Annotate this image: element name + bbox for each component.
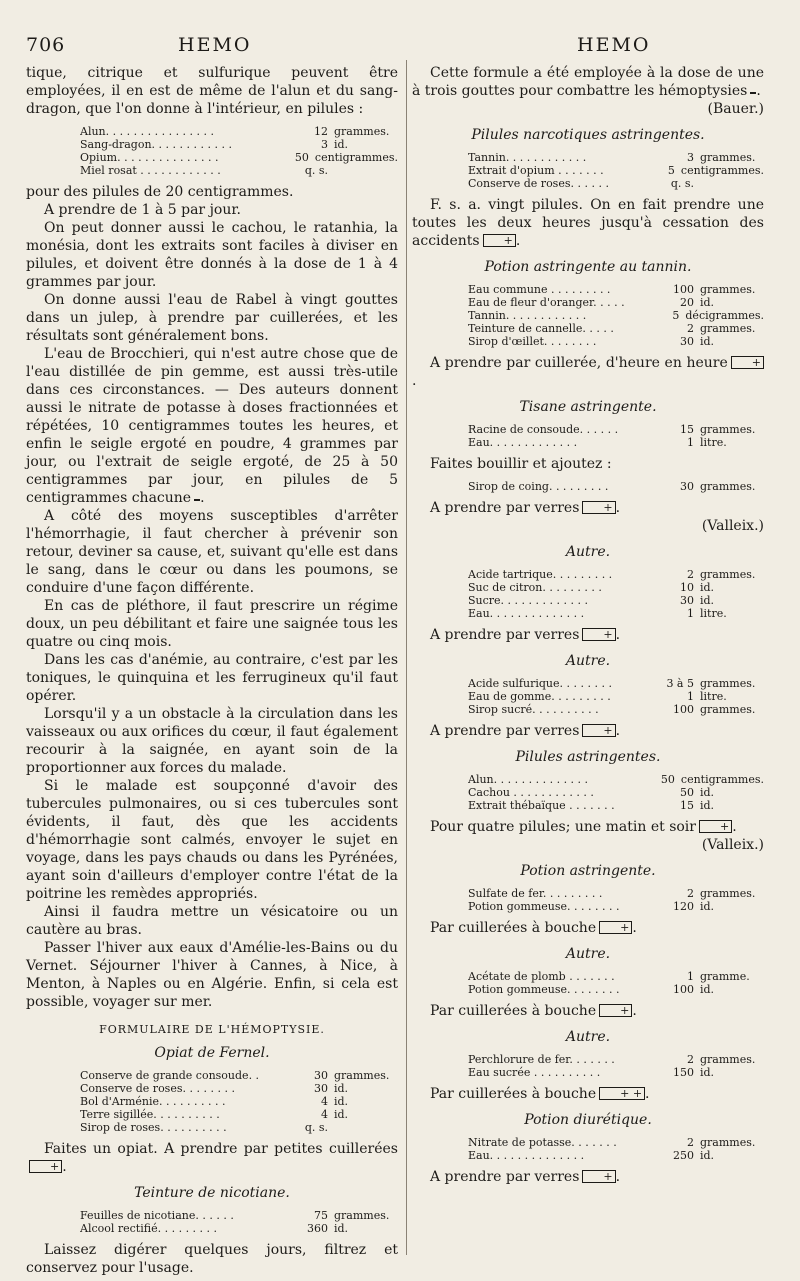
paragraph: A prendre par cuillerée, d'heure en heure +. [412, 354, 764, 390]
ingredient-quantity: 120 [673, 900, 694, 913]
ingredient-name: Potion gommeuse. . . . . . . . [468, 900, 620, 913]
ingredient-quantity: 3 [321, 138, 328, 151]
ingredient-name: Sulfate de fer. . . . . . . . . [468, 887, 603, 900]
paragraph: A prendre par verres + . [430, 723, 621, 739]
ingredient-unit: id. [700, 1066, 715, 1079]
ingredient-unit: grammes. [700, 283, 756, 296]
recipe-row [412, 322, 764, 335]
recipe-row [412, 480, 764, 493]
ingredient-name: Potion gommeuse. . . . . . . . [468, 983, 620, 996]
recipe-row [412, 309, 764, 322]
recipe-title: Potion astringente. [520, 863, 656, 879]
paragraph-text: Faites un opiat. A prendre par petites cuillerées [44, 1141, 398, 1157]
recipe-title: Autre. [565, 946, 611, 962]
ingredient-unit: id. [700, 799, 715, 812]
ingredient-name: Conserve de roses. . . . . . [468, 177, 609, 190]
running-head-left: HEMO [178, 34, 252, 56]
ingredient-unit: litre. [700, 607, 727, 620]
ingredient-unit: grammes. [334, 1069, 390, 1082]
paragraph: L'eau de Brocchieri, qui n'est autre chose que de l'eau distillée de pin gemme, est aussi très-utile dans ces circonstances. — Des auteurs donnent aussi le nitrate de potasse à doses fractionnées et répétées, 10 centigrammes toutes les heures, et enfin le seigle ergoté en poudre, 4 grammes par jour, ou l'extrait de seigle ergoté, de 25 à 50 centigrammes par jour, en pilules de 5 centigrammes chacune . [26, 346, 398, 506]
right-column [412, 64, 764, 1186]
paragraph-text: Par cuillerées à bouche [430, 1003, 597, 1019]
recipe-row [412, 164, 764, 177]
recipe-row [26, 1108, 398, 1121]
paragraph: On donne aussi l'eau de Rabel à vingt gouttes dans un julep, à prendre par cuillerées, et les résultats sont généralement bons. [26, 292, 398, 344]
double-plus-box-symbol: + + [599, 1087, 645, 1100]
ingredient-quantity: q. s. [304, 164, 328, 177]
ingredient-name: Acétate de plomb . . . . . . . [468, 970, 615, 983]
ingredient-name: Sirop sucré. . . . . . . . . . [468, 703, 599, 716]
ingredient-name: Cachou . . . . . . . . . . . . [468, 786, 594, 799]
paragraph-text: A prendre par verres [430, 500, 580, 516]
paragraph: En cas de pléthore, il faut prescrire un régime doux, un peu débilitant et faire une saignée tous les quatre ou cinq mois. [26, 598, 398, 650]
plus-box-symbol: + [599, 921, 632, 934]
recipe-row [412, 773, 764, 786]
ingredient-unit: grammes. [700, 887, 756, 900]
ingredient-name: Nitrate de potasse. . . . . . . [468, 1136, 617, 1149]
paragraph: Dans les cas d'anémie, au contraire, c'est par les toniques, le quinquina et les ferrugineux qu'il faut opérer. [26, 652, 398, 704]
ingredient-unit [700, 177, 764, 190]
paragraph-text: Cette formule a été employée à la dose de une à trois gouttes pour combattre les hémoptysies [412, 65, 764, 99]
ingredient-unit: id. [700, 786, 715, 799]
recipe-row [26, 1069, 398, 1082]
plus-box-symbol: + [582, 501, 615, 514]
recipe [26, 1209, 398, 1235]
ingredient-quantity: 2 [687, 1053, 694, 1066]
ingredient-quantity: 15 [680, 799, 694, 812]
ingredient-name: Eau de gomme. . . . . . . . . [468, 690, 611, 703]
plus-box-symbol: + [699, 820, 732, 833]
paragraph: On peut donner aussi le cachou, le ratanhia, la monésia, dont les extraits sont faciles à diviser en pilules, et doivent être donnés à la dose de 1 à 4 grammes par jour. [26, 220, 398, 290]
ingredient-unit: id. [334, 1108, 349, 1121]
recipe [412, 480, 764, 493]
recipe [412, 773, 764, 812]
ingredient-quantity: 10 [680, 581, 694, 594]
ingredient-name: Bol d'Arménie. . . . . . . . . . [80, 1095, 226, 1108]
ingredient-quantity: 75 [314, 1209, 328, 1222]
recipe [412, 568, 764, 620]
recipe [412, 1136, 764, 1162]
ingredient-name: Eau. . . . . . . . . . . . . . [468, 1149, 585, 1162]
ingredient-name: Conserve de roses. . . . . . . . [80, 1082, 235, 1095]
ingredient-quantity: 30 [680, 335, 694, 348]
ingredient-quantity: 1 [687, 970, 694, 983]
recipe-row [412, 335, 764, 348]
paragraph: Si le malade est soupçonné d'avoir des tubercules pulmonaires, ou si ces tubercules sont évidents, il faut, dès que les accidents d'hémorrhagie sont calmés, envoyer le sujet en voyage, dans les pays chauds ou dans les Pyrénées, ayant soin d'ailleurs d'employer contre l'état de la poitrine les remèdes appropriés. [26, 778, 398, 902]
recipe-row [26, 1121, 398, 1134]
ingredient-quantity: 1 [687, 690, 694, 703]
recipe [412, 970, 764, 996]
ingredient-quantity: 30 [314, 1069, 328, 1082]
ingredient-unit: id. [700, 581, 715, 594]
paragraph-text: A prendre par cuillerée, d'heure en heure [430, 355, 728, 371]
recipe-row [412, 983, 764, 996]
ingredient-unit [334, 164, 398, 177]
paragraph: Pour quatre pilules; une matin et soir + . [430, 819, 737, 835]
paragraph: A prendre par verres + . [430, 627, 621, 643]
recipe-row [412, 799, 764, 812]
paragraph-text: F. s. a. vingt pilules. On en fait prendre une toutes les deux heures jusqu'à cessation des accidents [412, 197, 764, 249]
paragraph: Par cuillerées à bouche + + . [430, 1086, 650, 1102]
ingredient-unit: grammes. [700, 423, 756, 436]
ingredient-unit: id. [700, 900, 715, 913]
ingredient-quantity: 250 [673, 1149, 694, 1162]
recipe-row [26, 1209, 398, 1222]
recipe-row [412, 887, 764, 900]
ingredient-name: Tannin. . . . . . . . . . . . [468, 309, 587, 322]
recipe-row [412, 1053, 764, 1066]
ingredient-quantity: 15 [680, 423, 694, 436]
recipe-row [26, 1095, 398, 1108]
recipe-row [412, 151, 764, 164]
ingredient-name: Acide tartrique. . . . . . . . . [468, 568, 613, 581]
paragraph-text: Pour quatre pilules; une matin et soir [430, 819, 696, 835]
paragraph: Par cuillerées à bouche + . [430, 1003, 637, 1019]
plus-box-symbol: + [483, 234, 516, 247]
recipe-title: Potion astringente au tannin. [484, 259, 692, 275]
ingredient-quantity: 2 [687, 1136, 694, 1149]
ingredient-unit: grammes. [700, 322, 756, 335]
paragraph-text: Par cuillerées à bouche [430, 1086, 597, 1102]
ingredient-name: Feuilles de nicotiane. . . . . . [80, 1209, 234, 1222]
paragraph: Passer l'hiver aux eaux d'Amélie-les-Bains ou du Vernet. Séjourner l'hiver à Cannes, à Nice, à Menton, à Naples ou en Algérie. Enfin, si cela est possible, voyager sur mer. [26, 940, 398, 1010]
recipe-row [26, 164, 398, 177]
ingredient-quantity: 1 [687, 436, 694, 449]
paragraph: Par cuillerées à bouche + . [430, 920, 637, 936]
recipe [412, 1053, 764, 1079]
paragraph: A prendre par verres + . [430, 500, 621, 516]
recipe-title: Pilules narcotiques astringentes. [471, 127, 705, 143]
ingredient-name: Sirop de roses. . . . . . . . . . [80, 1121, 227, 1134]
ingredient-name: Alcool rectifié. . . . . . . . . [80, 1222, 218, 1235]
recipe [26, 1069, 398, 1134]
paragraph-text: Par cuillerées à bouche [430, 920, 597, 936]
ingredient-quantity: 4 [321, 1108, 328, 1121]
ingredient-name: Extrait thébaïque . . . . . . . [468, 799, 615, 812]
recipe-row [412, 177, 764, 190]
ingredient-name: Eau. . . . . . . . . . . . . . [468, 607, 585, 620]
paragraph: Cette formule a été employée à la dose de une à trois gouttes pour combattre les hémoptysies . [412, 65, 764, 99]
ingredient-name: Eau commune . . . . . . . . . [468, 283, 611, 296]
ingredient-unit [334, 1121, 398, 1134]
recipe-row [26, 1222, 398, 1235]
ingredient-quantity: q. s. [304, 1121, 328, 1134]
ingredient-quantity: 100 [673, 983, 694, 996]
ingredient-name: Sang-dragon. . . . . . . . . . . . [80, 138, 232, 151]
ingredient-unit: id. [700, 335, 715, 348]
ingredient-name: Miel rosat . . . . . . . . . . . . [80, 164, 221, 177]
ingredient-name: Teinture de cannelle. . . . . [468, 322, 614, 335]
recipe-row [412, 581, 764, 594]
plus-box-symbol: + [731, 356, 764, 369]
ingredient-name: Extrait d'opium . . . . . . . [468, 164, 604, 177]
ingredient-quantity: 12 [314, 125, 328, 138]
ingredient-unit: grammes. [700, 480, 756, 493]
ingredient-name: Alun. . . . . . . . . . . . . . . . [80, 125, 215, 138]
empty-box-symbol [750, 92, 756, 94]
ingredient-name: Terre sigillée. . . . . . . . . . [80, 1108, 220, 1121]
plus-box-symbol: + [582, 724, 615, 737]
ingredient-unit: grammes. [700, 151, 756, 164]
recipe-row [412, 568, 764, 581]
ingredient-unit: litre. [700, 436, 727, 449]
ingredient-unit: id. [334, 1222, 349, 1235]
recipe-title: Potion diurétique. [524, 1112, 652, 1128]
ingredient-quantity: 50 [680, 786, 694, 799]
recipe-title: Opiat de Fernel. [154, 1045, 270, 1061]
recipe-row [26, 138, 398, 151]
recipe-title: Teinture de nicotiane. [134, 1185, 290, 1201]
recipe-row [26, 1082, 398, 1095]
ingredient-quantity: 2 [687, 322, 694, 335]
ingredient-unit: gramme. [700, 970, 750, 983]
ingredient-quantity: 3 [687, 151, 694, 164]
ingredient-quantity: 30 [314, 1082, 328, 1095]
paragraph: A prendre de 1 à 5 par jour. [44, 202, 241, 218]
ingredient-quantity: 100 [673, 283, 694, 296]
paragraph: Faites bouillir et ajoutez : [430, 456, 612, 472]
ingredient-unit: grammes. [700, 568, 756, 581]
recipe-row [412, 970, 764, 983]
ingredient-unit: id. [334, 138, 349, 151]
recipe-row [26, 125, 398, 138]
paragraph: tique, citrique et sulfurique peuvent être employées, il en est de même de l'alun et du sang-dragon, que l'on donne à l'intérieur, en pilules : [26, 65, 398, 117]
ingredient-name: Eau de fleur d'oranger. . . . . [468, 296, 625, 309]
ingredient-quantity: 2 [687, 568, 694, 581]
plus-box-symbol: + [582, 628, 615, 641]
ingredient-quantity: 150 [673, 1066, 694, 1079]
ingredient-unit: grammes. [700, 1136, 756, 1149]
ingredient-name: Tannin. . . . . . . . . . . . [468, 151, 587, 164]
section-heading: FORMULAIRE DE L'HÉMOPTYSIE. [99, 1023, 325, 1036]
recipe [412, 283, 764, 348]
page-number: 706 [26, 34, 66, 56]
recipe-row [412, 1066, 764, 1079]
paragraph: A prendre par verres + . [430, 1169, 621, 1185]
attribution: (Valleix.) [701, 837, 764, 853]
recipe-row [412, 436, 764, 449]
recipe-row [412, 423, 764, 436]
ingredient-name: Conserve de grande consoude. . [80, 1069, 260, 1082]
ingredient-quantity: 2 [687, 887, 694, 900]
ingredient-quantity: 360 [307, 1222, 328, 1235]
paragraph: Ainsi il faudra mettre un vésicatoire ou un cautère au bras. [26, 904, 398, 938]
paragraph-text: A prendre par verres [430, 1169, 580, 1185]
attribution: (Bauer.) [707, 101, 764, 117]
recipe-row [412, 594, 764, 607]
paragraph-text: A prendre par verres [430, 723, 580, 739]
ingredient-name: Suc de citron. . . . . . . . . [468, 581, 602, 594]
ingredient-unit: centigrammes. [314, 151, 398, 164]
ingredient-quantity: 1 [687, 607, 694, 620]
recipe-title: Pilules astringentes. [515, 749, 661, 765]
plus-box-symbol: + [599, 1004, 632, 1017]
running-head-right: HEMO [577, 34, 651, 56]
ingredient-unit: grammes. [700, 1053, 756, 1066]
ingredient-unit: id. [700, 1149, 715, 1162]
ingredient-unit: grammes. [700, 677, 756, 690]
recipe [412, 151, 764, 190]
plus-box-symbol: + [582, 1170, 615, 1183]
ingredient-name: Opium. . . . . . . . . . . . . . . [80, 151, 219, 164]
left-column [26, 64, 398, 1277]
ingredient-quantity: 3 à 5 [666, 677, 694, 690]
recipe-row [412, 283, 764, 296]
ingredient-unit: grammes. [334, 1209, 390, 1222]
recipe [412, 887, 764, 913]
ingredient-quantity: 50 [294, 151, 309, 164]
ingredient-name: Alun. . . . . . . . . . . . . . [468, 773, 589, 786]
ingredient-unit: décigrammes. [685, 309, 764, 322]
paragraph: pour des pilules de 20 centigrammes. [26, 184, 294, 200]
ingredient-name: Sirop d'œillet. . . . . . . . [468, 335, 597, 348]
ingredient-unit: id. [334, 1095, 349, 1108]
paragraph-text: A prendre par verres [430, 627, 580, 643]
ingredient-quantity: 50 [660, 773, 675, 786]
ingredient-name: Eau sucrée . . . . . . . . . . [468, 1066, 601, 1079]
recipe-title: Autre. [565, 653, 611, 669]
paragraph: Lorsqu'il y a un obstacle à la circulation dans les vaisseaux ou aux orifices du cœur, il faut également recourir à la saignée, en ayant soin de la proportionner aux forces du malade. [26, 706, 398, 776]
recipe-row [412, 1149, 764, 1162]
recipe [412, 423, 764, 449]
ingredient-quantity: 20 [680, 296, 694, 309]
recipe-title: Tisane astringente. [519, 399, 657, 415]
recipe-title: Autre. [565, 544, 611, 560]
recipe-row [412, 1136, 764, 1149]
recipe-title: Autre. [565, 1029, 611, 1045]
recipe [412, 677, 764, 716]
ingredient-unit: grammes. [334, 125, 390, 138]
plus-box-symbol: + [29, 1160, 62, 1173]
ingredient-unit: centigrammes. [680, 773, 764, 786]
ingredient-quantity: 5 [672, 309, 680, 322]
ingredient-name: Sirop de coing. . . . . . . . . [468, 480, 609, 493]
ingredient-quantity: 4 [321, 1095, 328, 1108]
ingredient-unit: grammes. [700, 703, 756, 716]
paragraph: Faites un opiat. A prendre par petites cuillerées+ . [26, 1140, 398, 1176]
recipe-row [412, 690, 764, 703]
ingredient-name: Racine de consoude. . . . . . [468, 423, 619, 436]
ingredient-unit: id. [700, 296, 715, 309]
paragraph: F. s. a. vingt pilules. On en fait prendre une toutes les deux heures jusqu'à cessation des accidents + . [412, 197, 764, 249]
ingredient-quantity: q. s. [670, 177, 694, 190]
paragraph-text: L'eau de Brocchieri, qui n'est autre chose que de l'eau distillée de pin gemme, est aussi très-utile dans ces circonstances. — Des auteurs donnent aussi le nitrate de potasse à doses fractionnées et répétées, 10 centigrammes toutes les heures, et enfin le seigle ergoté en poudre, 4 grammes par jour, ou l'extrait de seigle ergoté, de 25 à 50 centigrammes par jour, en pilules de 5 centigrammes chacune [26, 346, 398, 506]
ingredient-name: Perchlorure de fer. . . . . . . [468, 1053, 615, 1066]
ingredient-unit: id. [700, 594, 715, 607]
paragraph: A côté des moyens susceptibles d'arrêter l'hémorrhagie, il faut chercher à prévenir son retour, deviner sa cause, et, suivant qu'elle est dans le sang, dans le cœur ou dans les poumons, se conduire d'une façon différente. [26, 508, 398, 596]
ingredient-quantity: 30 [680, 480, 694, 493]
ingredient-quantity: 100 [673, 703, 694, 716]
ingredient-unit: id. [700, 983, 715, 996]
recipe-row [26, 151, 398, 164]
ingredient-name: Eau. . . . . . . . . . . . . [468, 436, 578, 449]
recipe-row [412, 677, 764, 690]
recipe-row [412, 786, 764, 799]
ingredient-unit: litre. [700, 690, 727, 703]
recipe-row [412, 703, 764, 716]
column-divider [406, 60, 407, 1255]
ingredient-quantity: 30 [680, 594, 694, 607]
recipe-row [412, 296, 764, 309]
ingredient-unit: centigrammes. [680, 164, 764, 177]
attribution: (Valleix.) [701, 518, 764, 534]
empty-box-symbol [194, 499, 200, 501]
ingredient-quantity: 5 [667, 164, 675, 177]
ingredient-name: Sucre. . . . . . . . . . . . . [468, 594, 588, 607]
recipe [26, 125, 398, 177]
ingredient-unit: id. [334, 1082, 349, 1095]
ingredient-name: Acide sulfurique. . . . . . . . [468, 677, 612, 690]
recipe-row [412, 607, 764, 620]
paragraph: Laissez digérer quelques jours, filtrez et conservez pour l'usage. [26, 1242, 398, 1276]
recipe-row [412, 900, 764, 913]
